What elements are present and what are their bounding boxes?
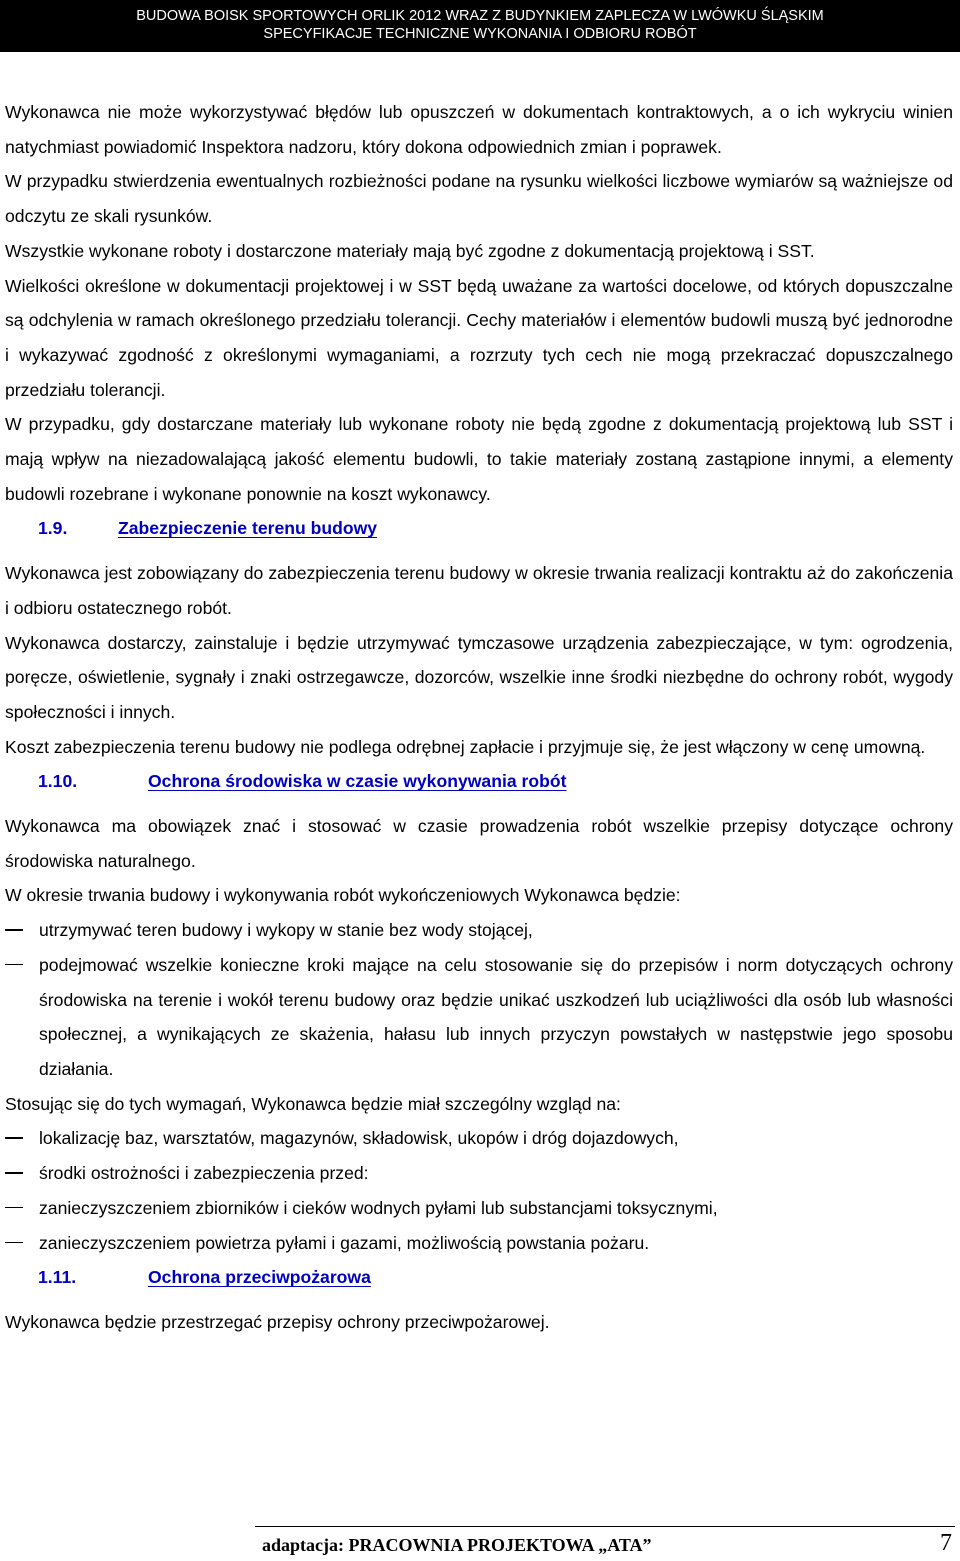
header-project-title: BUDOWA BOISK SPORTOWYCH ORLIK 2012 WRAZ Z BUDYNKIEM ZAPLECZA W LWÓWKU ŚLĄSKIM [136, 8, 824, 24]
list-item-text: zanieczyszczeniem powietrza pyłami i gazami, możliwością powstania pożaru. [39, 1232, 650, 1253]
list-item-text: środki ostrożności i zabezpieczenia przed: [39, 1163, 369, 1184]
section-title: Ochrona środowiska w czasie wykonywania robót [148, 771, 567, 792]
list-item [5, 1226, 953, 1261]
paragraph: Wielkości określone w dokumentacji projektowej i w SST będą uważane za wartości docelowe, od których dopuszczalne są odchylenia w ramach określonego przedziału tolerancji. Cechy materiałów i elementów budowli muszą być jednorodne i wykazywać zgodność z określonymi wymaganiami, a rozrzuty tych cech nie mogą przekraczać dopuszczalnego przedziału tolerancji. [5, 275, 953, 400]
document-body [5, 95, 953, 1340]
paragraph: W okresie trwania budowy i wykonywania robót wykończeniowych Wykonawca będzie: [5, 885, 681, 906]
paragraph: Wykonawca dostarczy, zainstaluje i będzie utrzymywać tymczasowe urządzenia zabezpieczające, w tym: ogrodzenia, poręcze, oświetlenie, sygnały i znaki ostrzegawcze, dozorców, wszelkie inne środki niezbędne do ochrony robót, wygody społeczności i innych. [5, 632, 953, 722]
list-item-text: lokalizację baz, warsztatów, magazynów, składowisk, ukopów i dróg dojazdowych, [39, 1128, 679, 1149]
list-item [5, 1156, 953, 1191]
section-number: 1.11. [38, 1267, 77, 1288]
section-heading-1-11 [5, 1260, 953, 1295]
section-heading-1-9 [5, 511, 953, 546]
paragraph: Koszt zabezpieczenia terenu budowy nie podlega odrębnej zapłacie i przyjmuje się, że jest włączony w cenę umowną. [5, 736, 926, 757]
paragraph: Wykonawca jest zobowiązany do zabezpieczenia terenu budowy w okresie trwania realizacji kontraktu aż do zakończenia i odbioru ostatecznego robót. [5, 563, 953, 618]
paragraph: W przypadku, gdy dostarczane materiały lub wykonane roboty nie będą zgodne z dokumentacją projektową lub SST i mają wpływ na niezadowalającą jakość elementu budowli, to takie materiały zostaną zastąpione innymi, a elementy budowli rozebrane i wykonane ponownie na koszt wykonawcy. [5, 414, 953, 504]
dash-bullet-icon [5, 1156, 39, 1191]
list-item [5, 1121, 953, 1156]
dash-bullet-icon [5, 1121, 39, 1156]
footer-credit: adaptacja: PRACOWNIA PROJEKTOWA „ATA” [262, 1535, 652, 1555]
page-header [0, 0, 960, 52]
dash-bullet-icon [5, 1191, 39, 1226]
list-item [5, 948, 953, 1087]
paragraph: Stosując się do tych wymagań, Wykonawca będzie miał szczególny wzgląd na: [5, 1093, 621, 1114]
list-item [5, 913, 953, 948]
section-number: 1.9. [38, 518, 68, 539]
page-number: 7 [940, 1530, 952, 1556]
dash-bullet-icon [5, 948, 39, 1087]
page-footer [262, 1530, 954, 1559]
list-item-text: zanieczyszczeniem zbiorników i cieków wodnych pyłami lub substancjami toksycznymi, [39, 1197, 718, 1218]
list-item-text: podejmować wszelkie konieczne kroki mające na celu stosowanie się do przepisów i norm dotyczących ochrony środowiska na terenie i wokół terenu budowy oraz będzie unikać uszkodzeń lub uciążliwości dla osób lub własności społecznej, a wynikających ze skażenia, hałasu lub innych przyczyn powstałych w następstwie jego sposobu działania. [39, 954, 953, 1079]
section-heading-1-10 [5, 764, 953, 799]
paragraph: Wykonawca ma obowiązek znać i stosować w czasie prowadzenia robót wszelkie przepisy dotyczące ochrony środowiska naturalnego. [5, 816, 953, 871]
footer-divider [255, 1526, 955, 1527]
dash-bullet-icon [5, 1226, 39, 1261]
section-title: Ochrona przeciwpożarowa [148, 1267, 371, 1288]
header-document-title: SPECYFIKACJE TECHNICZNE WYKONANIA I ODBIORU ROBÓT [263, 26, 697, 42]
paragraph: Wykonawca nie może wykorzystywać błędów lub opuszczeń w dokumentach kontraktowych, a o ich wykryciu winien natychmiast powiadomić Inspektora nadzoru, który dokona odpowiednich zmian i poprawek. [5, 102, 953, 157]
list-item [5, 1191, 953, 1226]
paragraph: Wykonawca będzie przestrzegać przepisy ochrony przeciwpożarowej. [5, 1311, 550, 1332]
dash-bullet-icon [5, 913, 39, 948]
paragraph: Wszystkie wykonane roboty i dostarczone materiały mają być zgodne z dokumentacją projektową i SST. [5, 240, 815, 261]
paragraph: W przypadku stwierdzenia ewentualnych rozbieżności podane na rysunku wielkości liczbowe wymiarów są ważniejsze od odczytu ze skali rysunków. [5, 171, 953, 227]
section-number: 1.10. [38, 771, 78, 792]
section-title: Zabezpieczenie terenu budowy [118, 518, 378, 539]
list-item-text: utrzymywać teren budowy i wykopy w stanie bez wody stojącej, [39, 920, 533, 941]
